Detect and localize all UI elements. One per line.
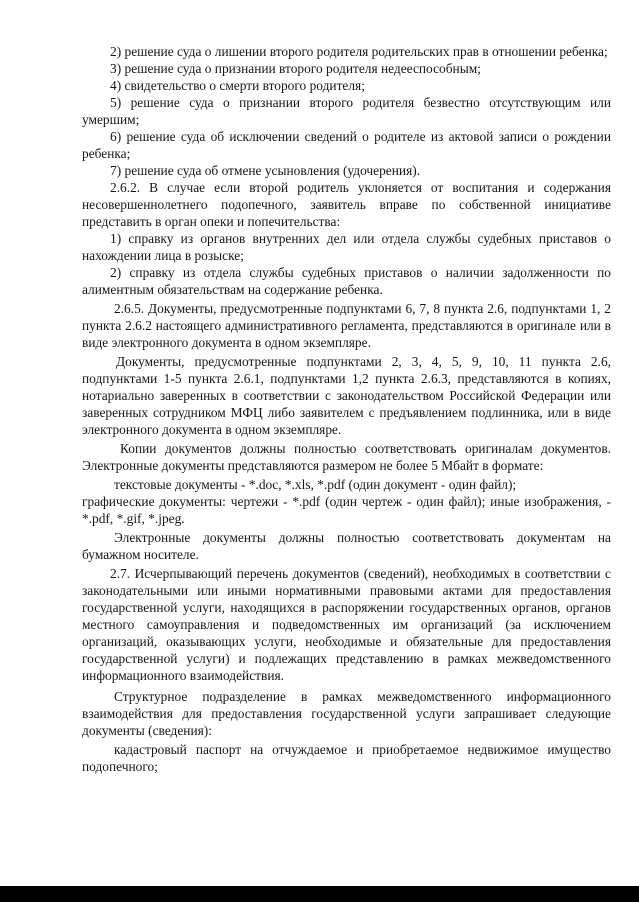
paragraph-section-2-6-2: 2.6.2. В случае если второй родитель уклоняется от воспитания и содержания несовершеннолетнего подопечного, заявитель вправе по собственной инициативе представить в орган опеки и попечительства: [82,180,611,229]
paragraph-court-missing: 5) решение суда о признании второго родителя безвестно отсутствующим или умершим; [82,95,611,127]
paragraph-text-formats: текстовые документы - *.doc, *.xls, *.pdf (один документ - один файл); [114,477,517,492]
scan-bottom-bar [0,886,639,902]
paragraph-copies-match: Копии документов должны полностью соответствовать оригиналам документов. Электронные документы представляются размером не более 5 Мбайт в формате: [82,441,611,473]
paragraph-structural-unit: Структурное подразделение в рамках межведомственного информационного взаимодействия для предоставления государственной услуги запрашивает следующие документы (сведения): [82,689,611,738]
paragraph-section-2-7: 2.7. Исчерпывающий перечень документов (сведений), необходимых в соответствии с законодательными или иными нормативными правовыми актами для предоставления государственной услуги, находящихся в распоряжении государственных органов, органов местного самоуправления и подведомственных им организаций (за исключением организаций, оказывающих услуги, необходимые и обязательные для предоставления государственной услуги) и подлежащих представлению в рамках межведомственного информационного взаимодействия. [82,566,611,683]
paragraph-section-2-6-5: 2.6.5. Документы, предусмотренные подпунктами 6, 7, 8 пункта 2.6, подпунктами 1, 2 пункта 2.6.2 настоящего административного регламента, представляются в оригинале или в виде электронного документа в одном экземпляре. [82,301,611,350]
paragraph-court-deprivation: 2) решение суда о лишении второго родителя родительских прав в отношении ребенка; [110,44,608,59]
paragraph-court-exclusion: 6) решение суда об исключении сведений о родителе из актовой записи о рождении ребенка; [82,129,611,161]
paragraph-graphic-formats: графические документы: чертежи - *.pdf (один чертеж - один файл); иные изображения, - *.pdf, *.gif, *.jpeg. [82,494,611,526]
document-page [82,43,611,775]
paragraph-bailiff-certificate: 2) справку из отдела службы судебных приставов о наличии задолженности по алиментным обязательствам на содержание ребенка. [82,265,611,297]
paragraph-court-incapacity: 3) решение суда о признании второго родителя недееспособным; [110,61,481,76]
paragraph-police-certificate: 1) справку из органов внутренних дел или отдела службы судебных приставов о нахождении лица в розыске; [82,231,611,263]
paragraph-death-certificate: 4) свидетельство о смерти второго родителя; [110,78,365,93]
paragraph-electronic-paper: Электронные документы должны полностью соответствовать документам на бумажном носителе. [82,530,611,562]
paragraph-court-adoption-cancel: 7) решение суда об отмене усыновления (удочерения). [110,163,421,178]
paragraph-copies-documents: Документы, предусмотренные подпунктами 2, 3, 4, 5, 9, 10, 11 пункта 2.6, подпунктами 1-5 пункта 2.6.1, подпунктами 1,2 пункта 2.6.3, представляются в копиях, нотариально заверенных в соответствии с законодательством Российской Федерации или заверенных сотрудником МФЦ либо заявителем с предъявлением подлинника, или в виде электронного документа в одном экземпляре. [82,354,611,437]
paragraph-cadastral-passport: кадастровый паспорт на отчуждаемое и приобретаемое недвижимое имущество подопечного; [82,742,611,774]
